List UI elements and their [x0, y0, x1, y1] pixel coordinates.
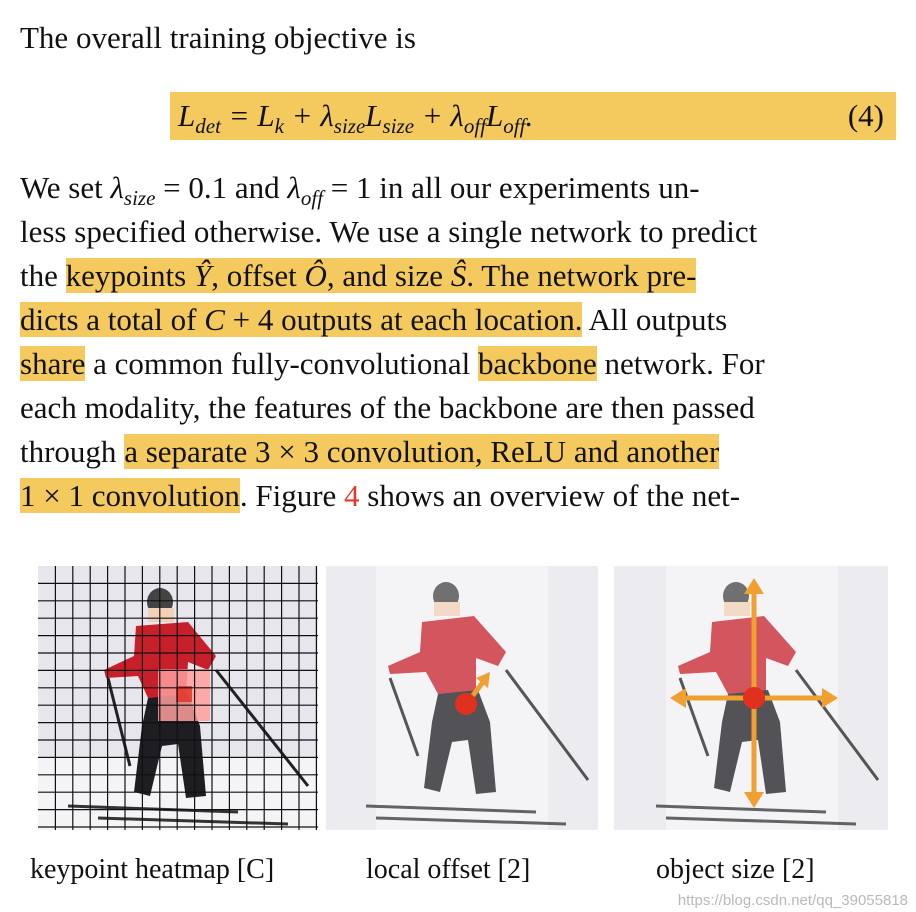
line-7-text: through a separate 3 × 3 convolution, ReLU and another: [20, 434, 720, 469]
paragraph-line-8: [20, 474, 894, 518]
paragraph-line-2: [20, 210, 894, 254]
paragraph-line-5: [20, 342, 894, 386]
equation-body: $L_{det} = L_k + \lambda_{size}L_{size} + \lambda_{off}L_{off}$.: [178, 98, 534, 138]
watermark: https://blog.csdn.net/qq_39055818: [677, 892, 908, 909]
heatmap-peak: [176, 686, 192, 702]
paragraph-line-1: [20, 166, 894, 210]
paragraph-line-6: [20, 386, 894, 430]
paragraph-line-3: [20, 254, 894, 298]
skier-figure-2: [326, 566, 598, 830]
line-2-text: less specified otherwise. We use a single network to predict: [20, 214, 758, 249]
skier-figure-3: [614, 566, 888, 830]
line-4-text: dicts a total of C + 4 outputs at each location. All outputs: [20, 302, 728, 337]
line-5-text: share a common fully-convolutional backbone network. For: [20, 346, 765, 381]
paragraph-line-7: [20, 430, 894, 474]
keypoint-heatmap-image: [38, 566, 318, 830]
skier-figure-1: [38, 566, 318, 830]
center-point: [743, 687, 765, 709]
equation: [170, 92, 896, 140]
paragraph-line-4: [20, 298, 894, 342]
equation-number: (4): [847, 98, 884, 133]
caption-object-size: object size [2]: [656, 854, 815, 885]
line-6-text: each modality, the features of the backbone are then passed: [20, 390, 755, 425]
local-offset-image: [326, 566, 598, 830]
figure-link[interactable]: 4: [344, 478, 360, 513]
caption-local-offset: local offset [2]: [366, 854, 531, 885]
caption-keypoint-heatmap: keypoint heatmap [C]: [30, 854, 275, 885]
line-1-text: We set $\lambda_{size} = 0.1$ and $\lambda_{off} = 1$ in all our experiments un-: [20, 170, 700, 210]
line-8-text: 1 × 1 convolution. Figure 4 shows an overview of the net-: [20, 478, 741, 513]
object-size-image: [614, 566, 888, 830]
intro-text: The overall training objective is: [20, 20, 416, 55]
line-3-text: the keypoints Ŷ, offset Ô, and size Ŝ. The network pre-: [20, 258, 697, 293]
center-point: [455, 693, 477, 715]
